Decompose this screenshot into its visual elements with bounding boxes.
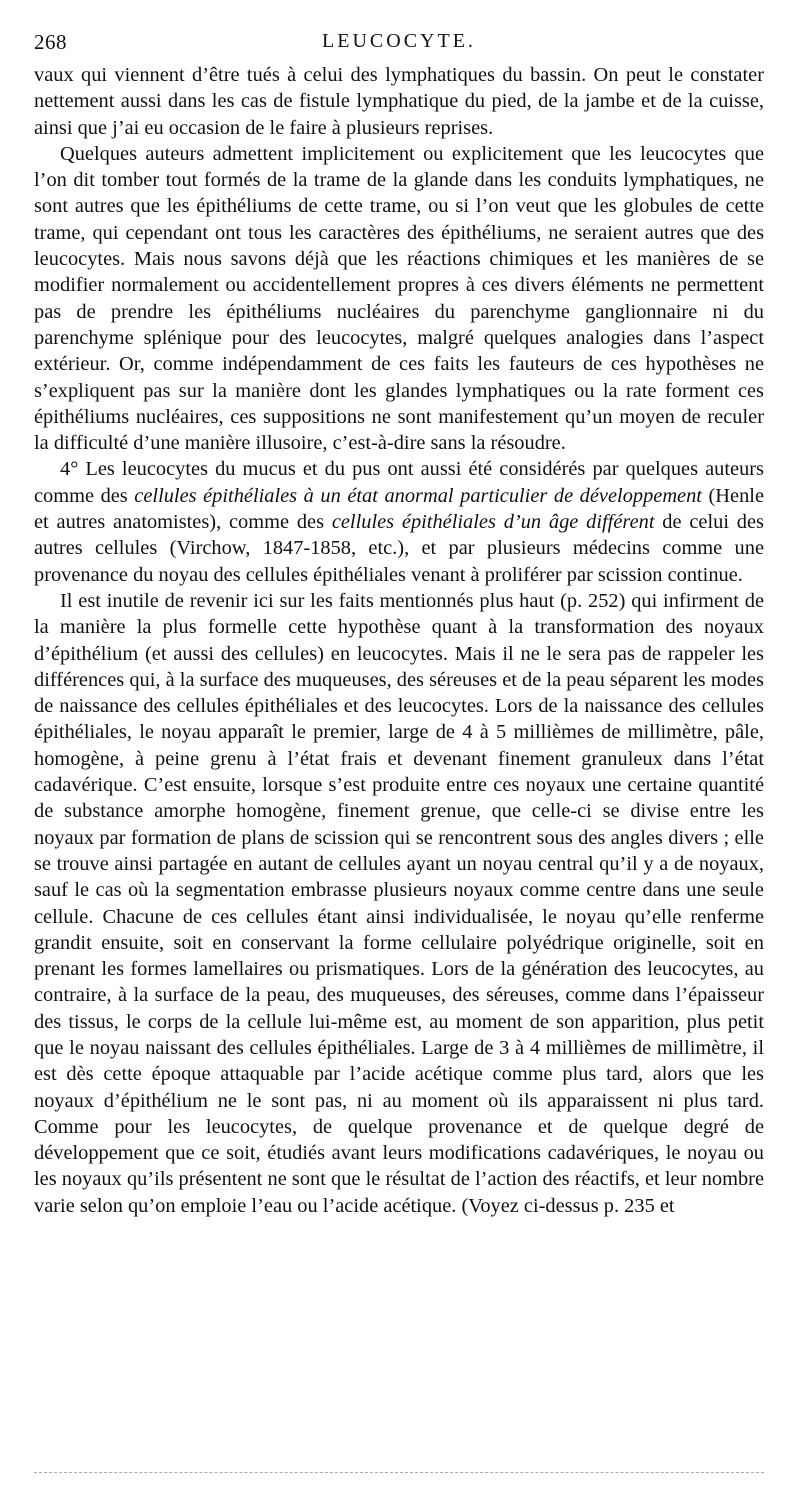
running-title: LEUCOCYTE.	[322, 30, 476, 52]
text-run: Quelques auteurs admettent implicitement ou explicitement que les leucocytes que l’on dit tomber tout formés de la trame de la glande dans les conduits lymphatiques, ne sont autres que les épithéliums de cette trame, ou si l’on veut que les globules de cette trame, qui cependant ont tous les caractères des épithéliums, ne seraient autres que des leucocytes. Mais nous savons déjà que les réactions chimiques et les manières de se modifier normalement ou accidentellement propres à ces divers éléments ne permettent pas de prendre les épithéliums nucléaires du parenchyme ganglionnaire ni du parenchyme splénique pour des leucocytes, malgré quelques analogies dans l’aspect extérieur. Or, comme indépendamment de ces faits les fauteurs de ces hypothèses ne s’expliquent pas sur la manière dont les glandes lymphatiques ou la rate forment ces épithéliums nucléaires, ces suppositions ne sont manifestement qu’un moyen de reculer la difficulté d’une manière illusoire, c’est-à-dire sans la résoudre.	[34, 142, 764, 455]
paragraph	[34, 62, 764, 141]
paragraph	[34, 456, 764, 587]
italic-phrase: cellules épithéliales d’un âge différent	[331, 511, 655, 534]
text-run: (Henle et autres anatomistes), comme des	[34, 484, 764, 534]
text-run: Il est inutile de revenir ici sur les faits mentionnés plus haut (p. 252) qui infirment de la manière la plus formelle cette hypothèse quant à la transformation des noyaux d’épithélium (et aussi des cellules) en leucocytes. Mais il ne le sera pas de rappeler les différences qui, à la surface des muqueuses, des séreuses et de la peau séparent les modes de naissance des cellules épithéliales et des leucocytes. Lors de la naissance des cellules épithéliales, le noyau apparaît le premier, large de 4 à 5 millièmes de millimètre, pâle, homogène, à peine grenu à l’état frais et devenant finement granuleux dans l’état cadavérique. C’est ensuite, lorsque s’est produite entre ces noyaux une certaine quantité de substance amorphe homogène, finement grenue, que celle-ci se divise entre les noyaux par formation de plans de scission qui se rencontrent sous des angles divers ; elle se trouve ainsi partagée en autant de cellules ayant un noyau central qu’il y a de noyaux, sauf le cas où la segmentation embrasse plusieurs noyaux comme centre dans une seule cellule. Chacune de ces cellules étant ainsi individualisée, le noyau qu’elle renferme grandit ensuite, soit en conservant la forme cellulaire polyédrique originelle, soit en prenant les formes lamellaires ou prismatiques. Lors de la génération des leucocytes, au contraire, à la surface de la peau, des muqueuses, des séreuses, comme dans l’épaisseur des tissus, le corps de la cellule lui-même est, au moment de son apparition, plus petit que le noyau naissant des cellules épithéliales. Large de 3 à 4 millièmes de millimètre, il est dès cette époque attaquable par l’acide acétique comme plus tard, alors que les noyaux d’épithélium ne le sont pas, ni au moment où ils apparaissent ni plus tard. Comme pour les leucocytes, de quelque provenance et de quelque degré de développement que ce soit, étudiés avant leurs modifications cadavériques, le noyau ou les noyaux qu’ils présentent ne sont que le résultat de l’action des réactifs, et leur nombre varie selon qu’on emploie l’eau ou l’acide acétique. (Voyez ci-dessus p. 235 et	[34, 589, 764, 1217]
footer-rule	[34, 1472, 764, 1473]
document-page	[34, 22, 764, 1219]
page-header	[34, 22, 764, 62]
body-text	[34, 62, 764, 1219]
text-run: vaux qui viennent d’être tués à celui des lymphatiques du bassin. On peut le constater nettement aussi dans les cas de fistule lymphatique du pied, de la jambe et de la cuisse, ainsi que j’ai eu occasion de le faire à plusieurs reprises.	[34, 64, 764, 139]
text-run: de celui des autres cellules (Virchow, 1847-1858, etc.), et par plusieurs médecins comme une provenance du noyau des cellules épithéliales venant à proliférer par scission continue.	[34, 511, 764, 586]
text-run: 4° Les leucocytes du mucus et du pus ont aussi été considérés par quelques auteurs comme des	[34, 458, 764, 507]
paragraph	[34, 588, 764, 1219]
italic-phrase: cellules épithéliales à un état anormal particulier de développement	[134, 484, 702, 507]
page-number: 268	[34, 30, 67, 54]
paragraph	[34, 141, 764, 457]
